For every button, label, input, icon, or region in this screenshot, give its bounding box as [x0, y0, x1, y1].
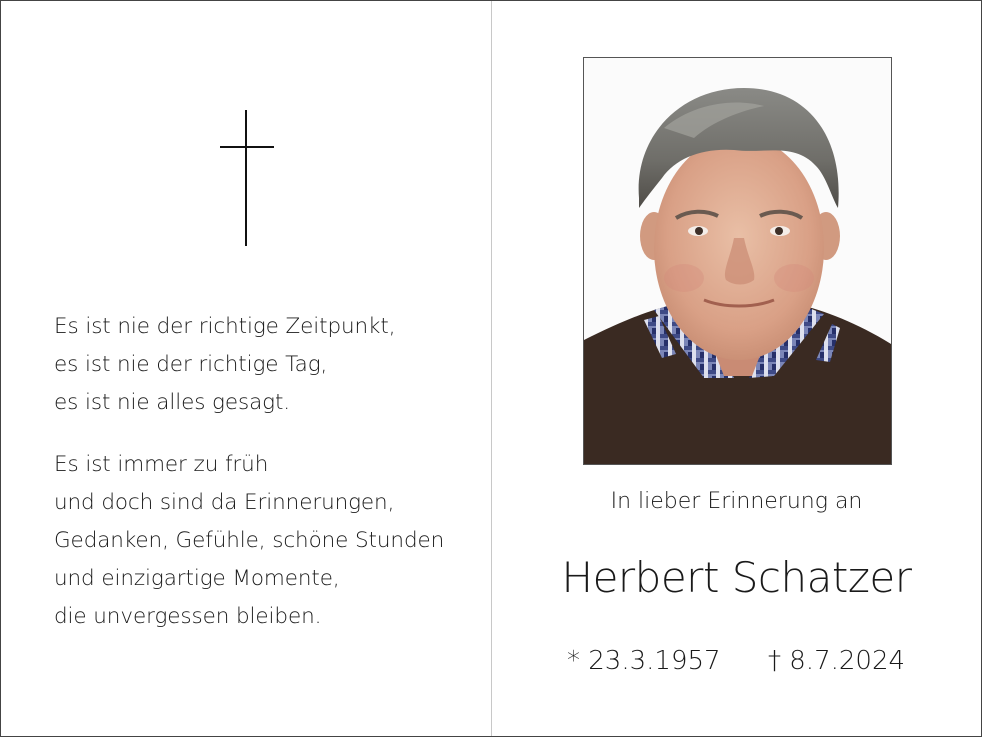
poem-line: Es ist nie der richtige Zeitpunkt, — [54, 314, 396, 339]
poem-line: Es ist immer zu früh — [54, 452, 269, 477]
poem-line: und doch sind da Erinnerungen, — [54, 490, 395, 515]
birth-date: * 23.3.1957 — [567, 646, 721, 676]
deceased-name: Herbert Schatzer — [561, 553, 912, 602]
memory-intro: In lieber Erinnerung an — [610, 489, 863, 514]
poem-line: und einzigartige Momente, — [54, 566, 340, 591]
poem-line: es ist nie alles gesagt. — [54, 390, 291, 415]
portrait-photo — [583, 57, 892, 465]
left-panel — [1, 1, 491, 736]
poem-line: die unvergessen bleiben. — [54, 604, 322, 629]
poem-stanza-1 — [54, 308, 395, 422]
portrait-illustration — [584, 58, 891, 464]
poem-line: Gedanken, Gefühle, schöne Stunden — [54, 528, 445, 553]
death-date: † 8.7.2024 — [768, 646, 906, 676]
cross-icon — [220, 110, 274, 246]
poem-stanza-2 — [54, 446, 444, 636]
poem-line: es ist nie der richtige Tag, — [54, 352, 328, 377]
right-panel — [492, 1, 981, 736]
